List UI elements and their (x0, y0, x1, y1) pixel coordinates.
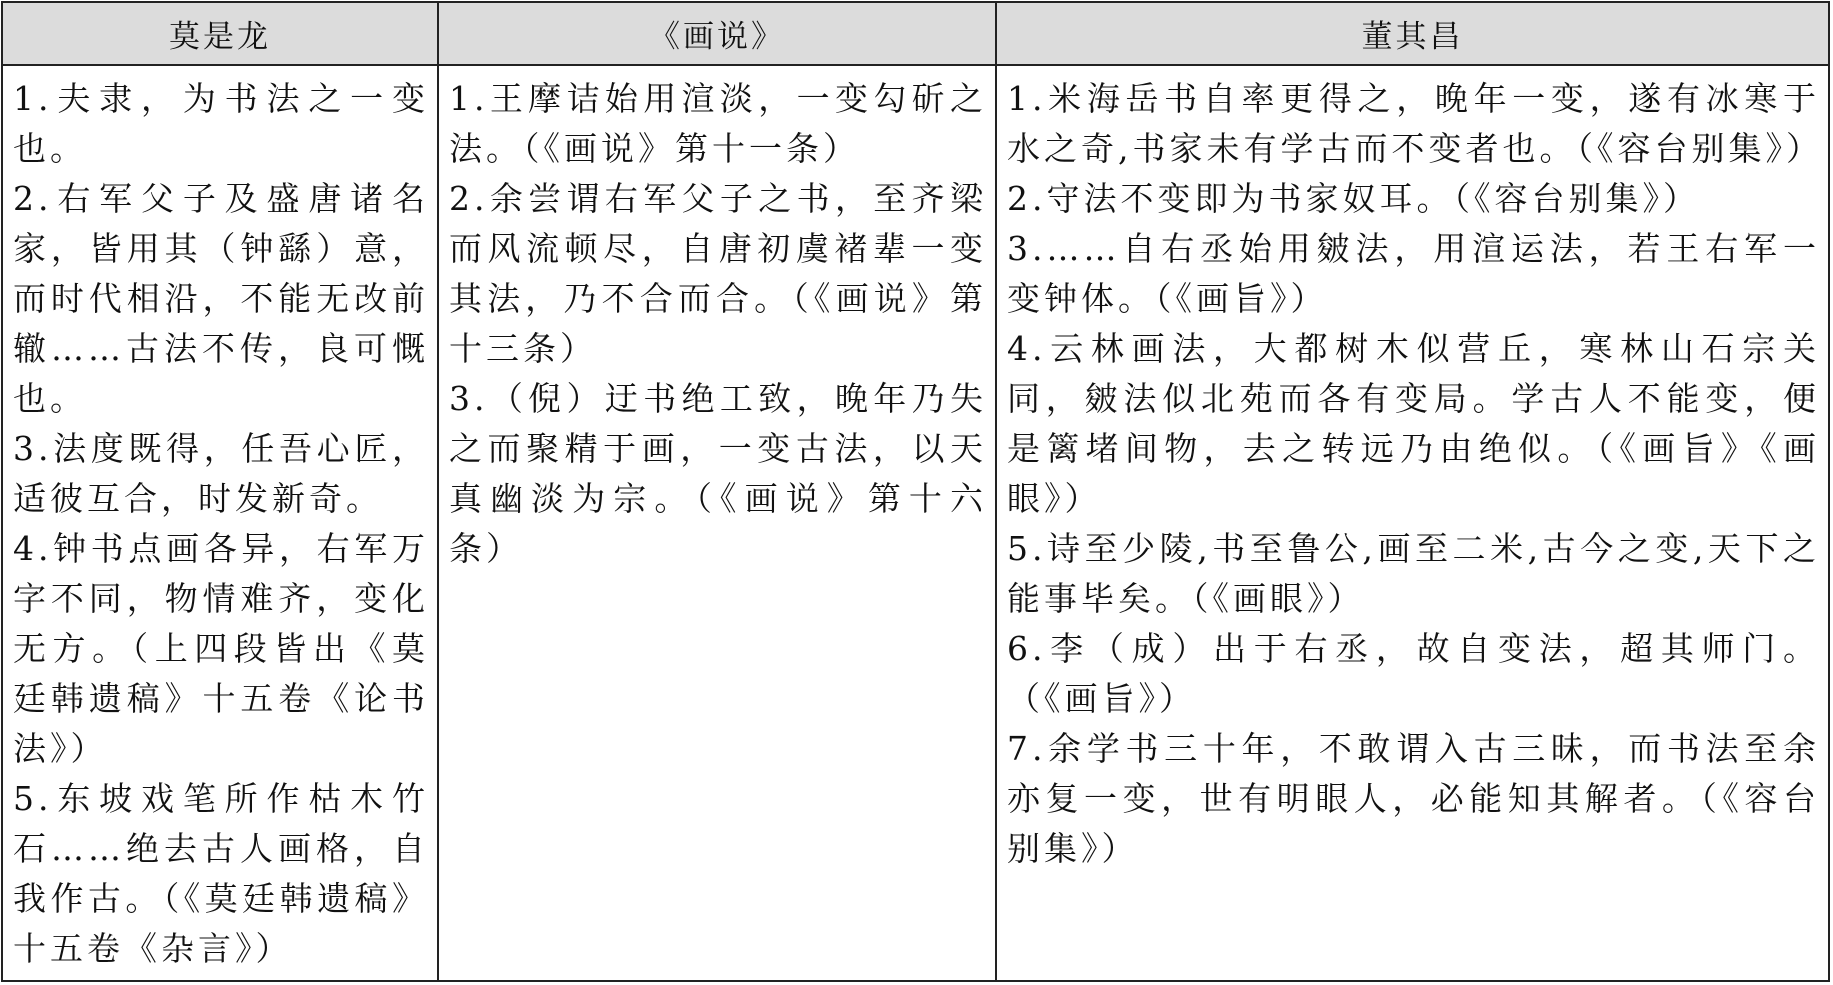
quote-entry: 7.余学书三十年，不敢谓入古三昧，而书法至余亦复一变，世有明眼人，必能知其解者。（《容台别集》） (1007, 729, 1820, 868)
quote-entry: 5.东坡戏笔所作枯木竹石……绝去古人画格，自我作古。（《莫廷韩遗稿》十五卷《杂言》） (13, 779, 429, 968)
quote-entry: 2.守法不变即为书家奴耳。（《容台别集》） (1007, 179, 1700, 218)
quote-entry: 1.米海岳书自率更得之，晚年一变，遂有冰寒于水之奇,书家未有学古而不变者也。（《容台别集》） (1007, 79, 1823, 168)
column-dong-qichang (997, 66, 1828, 980)
quote-entry: 5.诗至少陵,书至鲁公,画至二米,古今之变,天下之能事毕矣。（《画眼》） (1007, 529, 1820, 618)
header-huashuo: 《画说》 (439, 3, 997, 66)
quote-entry: 1.夫隶，为书法之一变也。 (13, 79, 429, 168)
quote-entry: 2.右军父子及盛唐诸名家，皆用其（钟繇）意，而时代相沿，不能无改前辙……古法不传，良可慨也。 (13, 179, 429, 418)
header-mo-shilong: 莫是龙 (3, 3, 439, 66)
comparison-table (1, 1, 1830, 982)
quote-entry: 2.余尝谓右军父子之书，至齐梁而风流顿尽，自唐初虞褚辈一变其法，乃不合而合。（《画说》第十三条） (449, 179, 987, 368)
column-huashuo (439, 66, 997, 980)
column-mo-shilong (3, 66, 439, 980)
quote-entry: 4.钟书点画各异，右军万字不同，物情难齐，变化无方。（上四段皆出《莫廷韩遗稿》十五卷《论书法》） (13, 529, 429, 768)
quote-entry: 3.……自右丞始用皴法，用渲运法，若王右军一变钟体。（《画旨》） (1007, 229, 1820, 318)
quote-entry: 3.法度既得，任吾心匠，适彼互合，时发新奇。 (13, 429, 429, 518)
header-dong-qichang: 董其昌 (997, 3, 1828, 66)
quote-entry: 3.（倪）迂书绝工致，晚年乃失之而聚精于画，一变古法，以天真幽淡为宗。（《画说》第十六条） (449, 379, 987, 568)
quote-entry: 1.王摩诘始用渲淡，一变勾斫之法。（《画说》第十一条） (449, 79, 987, 168)
quote-entry: 6.李（成）出于右丞，故自变法，超其师门。（《画旨》） (1007, 629, 1820, 718)
quote-entry: 4.云林画法，大都树木似营丘，寒林山石宗关同，皴法似北苑而各有变局。学古人不能变，便是篱堵间物，去之转远乃由绝似。（《画旨》《画眼》） (1007, 329, 1820, 518)
